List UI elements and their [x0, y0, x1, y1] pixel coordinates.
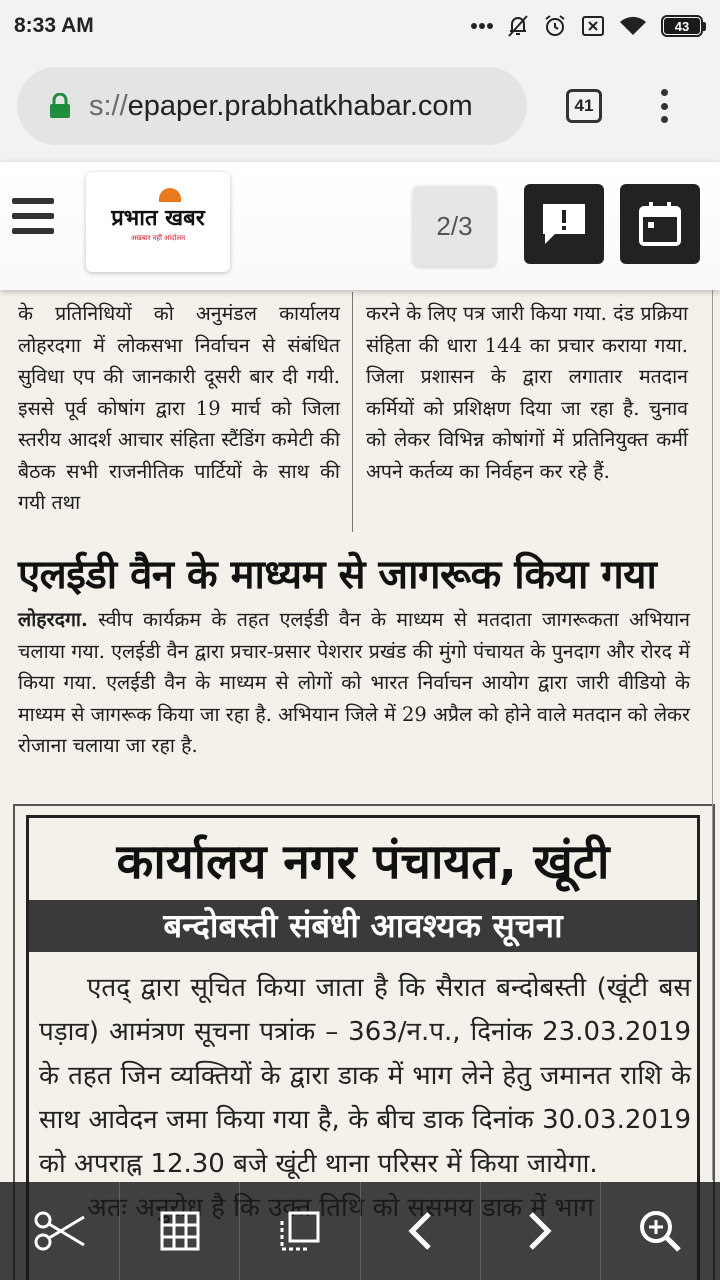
grid-icon: [160, 1211, 200, 1251]
close-box-icon: [581, 15, 605, 37]
feedback-button[interactable]: [524, 184, 604, 264]
logo-text: प्रभात खबर: [111, 204, 205, 231]
epaper-header: [0, 162, 720, 290]
calendar-icon: [638, 201, 682, 247]
select-area-button[interactable]: [240, 1182, 360, 1280]
browser-toolbar: [0, 52, 720, 162]
article-right-column: करने के लिए पत्र जारी किया गया. दंड प्रक्रिया संहिता की धारा 144 का प्रचार कराया गया. जिला प्रशासन के द्वारा लगातार मतदान कर्मियों को प्रशिक्षण दिया जा रहा है. चुनाव को लेकर विभिन्न कोषांगों में प्रतिनियुक्त कर्मी अपने कर्तव्य का निर्वहन कर रहे हैं.: [366, 302, 688, 483]
page-edge: [712, 290, 716, 1180]
status-time: 8:33 AM: [14, 14, 94, 37]
notice-subtitle: बन्दोबस्ती संबंधी आवश्यक सूचना: [29, 900, 697, 952]
zoom-in-icon: [638, 1209, 682, 1253]
overflow-menu-button[interactable]: [650, 86, 678, 126]
zoom-in-button[interactable]: [601, 1182, 720, 1280]
clip-button[interactable]: [0, 1182, 120, 1280]
notice-title: कार्यालय नगर पंचायत, खूंटी: [116, 834, 610, 890]
article-dateline: लोहरदगा.: [18, 608, 88, 631]
menu-icon[interactable]: [12, 198, 54, 234]
feedback-icon: [539, 200, 589, 248]
mute-bell-icon: [507, 14, 529, 38]
next-icon: [527, 1211, 553, 1251]
bottom-toolbar: [0, 1182, 720, 1280]
select-area-icon: [280, 1211, 320, 1251]
prev-icon: [407, 1211, 433, 1251]
article-left-column: के प्रतिनिधियों को अनुमंडल कार्यालय लोहरदगा में लोकसभा निर्वाचन से संबंधित सुविधा एप की जानकारी दूसरी बार दी गयी. इससे पूर्व कोषांग द्वारा 19 मार्च को जिला स्तरीय आदर्श आचार संहिता स्टैंडिंग कमेटी की बैठक सभी राजनीतिक पार्टियों के साथ की गयी तथा: [18, 302, 340, 514]
alarm-icon: [543, 14, 567, 38]
tab-switcher-button[interactable]: 41: [566, 89, 602, 123]
thumbnails-button[interactable]: [120, 1182, 240, 1280]
url-text: s://epaper.prabhatkhabar.com: [89, 89, 473, 122]
notice-paragraph: एतद् द्वारा सूचित किया जाता है कि सैरात बन्दोबस्ती (खूंटी बस पड़ाव) आमंत्रण सूचना पत्रांक – 363/न.प., दिनांक 23.03.2019 के तहत जिन व्यक्तियों के द्वारा डाक में भाग लेने हेतु जमानत राशि के साथ आवेदन जमा किया गया है, के बीच डाक दिनांक 30.03.2019 को अपराह्न 12.30 बजे खूंटी थाना परिसर में किया जायेगा.: [39, 973, 691, 1179]
battery-icon: [661, 15, 706, 37]
column-divider: [352, 292, 353, 532]
battery-level: 43: [664, 18, 700, 34]
page-indicator[interactable]: 2/3: [413, 186, 496, 266]
status-bar: [0, 0, 720, 52]
status-icons: [471, 14, 706, 38]
logo-tagline: अखबार नहीं आंदोलन: [130, 234, 186, 242]
calendar-button[interactable]: [620, 184, 700, 264]
wifi-icon: [619, 15, 647, 37]
scissors-icon: [34, 1211, 86, 1251]
article-body: [18, 604, 690, 762]
more-dots-icon: [471, 22, 493, 30]
address-bar[interactable]: [17, 67, 527, 145]
article-headline: एलईडी वैन के माध्यम से जागरूक किया गया: [18, 552, 657, 598]
lock-icon: [49, 93, 71, 119]
previous-page-button[interactable]: [361, 1182, 481, 1280]
next-page-button[interactable]: [481, 1182, 601, 1280]
article-text: स्वीप कार्यक्रम के तहत एलईडी वैन के माध्यम से मतदाता जागरूकता अभियान चलाया गया. एलईडी वैन द्वारा प्रचार-प्रसार पेशरार प्रखंड की मुंगो पंचायत के पुनदाग और रोरद में किया गया. एलईडी वैन के माध्यम से लोगों को भारत निर्वाचन आयोग द्वारा जारी वीडियो के माध्यम से जागरूक किया जा रहा है. अभियान जिले में 29 अप्रैल को होने वाले मतदान को लेकर रोजाना चलाया जा रहा है.: [18, 608, 690, 757]
logo[interactable]: [86, 172, 230, 272]
